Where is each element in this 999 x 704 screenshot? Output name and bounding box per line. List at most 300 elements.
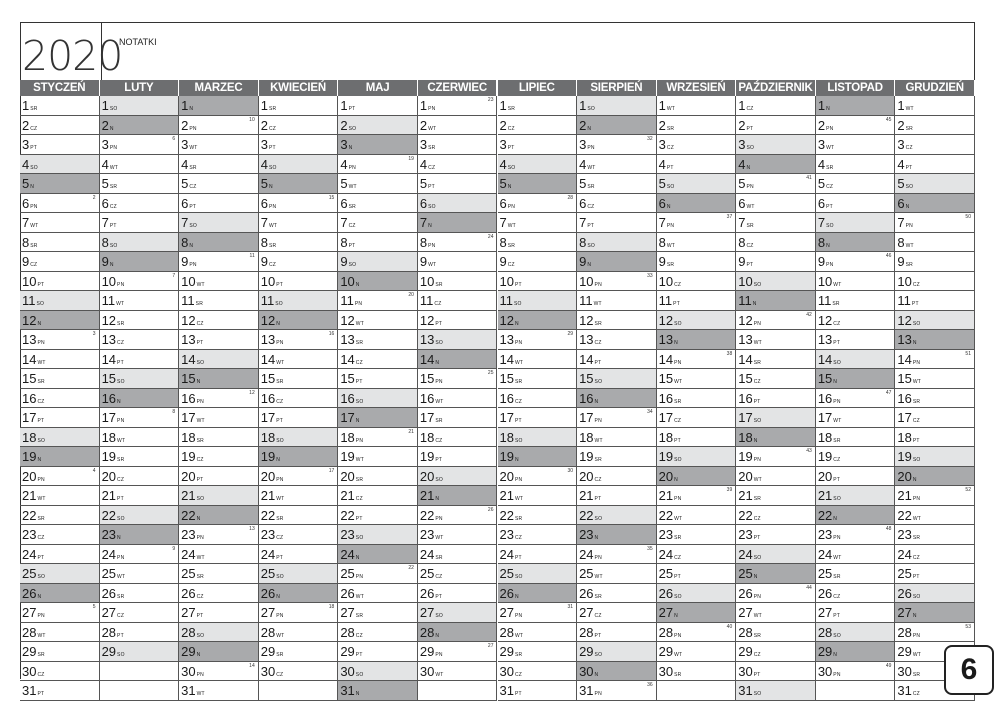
day-cell [657, 408, 737, 428]
day-cell [895, 155, 975, 175]
weekday-abbr: CZ [912, 418, 920, 424]
day-number: 22 [738, 507, 753, 523]
day-number: 7 [181, 215, 189, 230]
day-number: 4 [101, 156, 109, 172]
day-number: 14 [499, 351, 514, 367]
day-cell [657, 96, 737, 116]
weekday-abbr: N [189, 106, 194, 112]
day-cell [577, 623, 657, 643]
day-cell [20, 350, 100, 370]
day-cell [338, 116, 418, 136]
day-number: 1 [579, 98, 587, 113]
day-number: 4 [181, 156, 189, 172]
day-cell [816, 174, 896, 194]
day-number: 7 [499, 215, 507, 230]
month-column [338, 80, 418, 701]
day-cell [338, 350, 418, 370]
day-cell [338, 252, 418, 272]
weekday-abbr: N [826, 106, 830, 112]
weekday-abbr: SO [514, 574, 523, 580]
weekday-abbr: SO [753, 418, 762, 424]
day-number: 31 [181, 683, 196, 698]
day-number: 2 [260, 117, 268, 133]
day-cell [179, 584, 259, 604]
day-number: 23 [499, 527, 514, 542]
day-number: 13 [181, 332, 196, 347]
weekday-abbr: PT [30, 145, 38, 151]
weekday-abbr: PN [514, 476, 523, 483]
weekday-abbr: CZ [189, 184, 197, 190]
week-number: 40 [726, 623, 733, 630]
week-number: 35 [647, 545, 653, 552]
weekday-abbr: SO [674, 593, 682, 600]
notes-label: NOTATKI [119, 37, 157, 47]
day-number: 21 [419, 488, 435, 503]
weekday-abbr: SO [36, 301, 45, 307]
day-number: 18 [101, 429, 117, 445]
day-cell [816, 369, 896, 389]
day-number: 18 [340, 429, 355, 445]
weekday-abbr: CZ [666, 145, 674, 151]
weekday-abbr: PN [435, 515, 443, 522]
day-number: 19 [897, 449, 912, 464]
day-number: 15 [181, 371, 196, 386]
weekday-abbr: N [428, 223, 432, 229]
weekday-abbr: CZ [753, 379, 761, 385]
day-number: 10 [499, 273, 514, 289]
day-cell [577, 603, 657, 623]
day-number: 24 [897, 546, 912, 562]
weekday-abbr: PN [746, 184, 754, 190]
day-number: 6 [101, 195, 109, 211]
day-number: 7 [22, 215, 30, 230]
day-number: 10 [181, 273, 196, 289]
day-cell [179, 233, 259, 253]
day-number: 3 [658, 137, 666, 152]
day-number: 11 [22, 293, 36, 308]
day-number: 1 [22, 98, 30, 113]
day-cell [895, 603, 975, 623]
day-number: 25 [817, 566, 833, 581]
day-cell [179, 369, 259, 389]
weekday-abbr: N [189, 242, 194, 249]
day-number: 1 [101, 98, 109, 113]
day-number: 9 [817, 254, 826, 269]
day-cell [179, 681, 259, 701]
weekday-abbr: N [746, 164, 751, 171]
day-cell [657, 662, 737, 682]
day-number: 26 [499, 585, 514, 601]
weekday-abbr: SO [753, 554, 762, 561]
day-cell [418, 525, 498, 545]
week-number: 12 [249, 389, 255, 396]
month-column [577, 80, 657, 701]
day-cell [498, 642, 578, 662]
weekday-abbr: WT [428, 262, 437, 268]
day-number: 1 [499, 98, 507, 113]
weekday-abbr: SO [912, 593, 921, 600]
day-number: 5 [419, 176, 428, 191]
weekday-abbr: SO [435, 613, 443, 619]
weekday-abbr: N [109, 125, 114, 132]
day-number: 9 [101, 254, 109, 269]
day-number: 26 [897, 585, 912, 601]
month-column [895, 80, 975, 701]
day-cell [338, 623, 418, 643]
day-cell [418, 194, 498, 214]
day-cell [816, 467, 896, 487]
weekday-abbr: SR [37, 379, 45, 385]
weekday-abbr: WT [196, 281, 205, 288]
week-number: 53 [965, 623, 971, 630]
day-number: 30 [419, 663, 435, 679]
weekday-abbr: SR [674, 398, 682, 405]
day-number: 3 [897, 137, 905, 152]
day-number: 20 [101, 468, 117, 484]
day-number: 29 [738, 644, 753, 659]
day-cell [657, 486, 737, 506]
day-cell [338, 135, 418, 155]
weekday-abbr: PT [355, 652, 363, 658]
week-number: 49 [885, 662, 892, 669]
weekday-abbr: WT [514, 632, 524, 639]
day-number: 12 [499, 312, 514, 328]
weekday-abbr: N [276, 593, 281, 600]
day-cell [100, 408, 180, 428]
day-cell [657, 330, 737, 350]
day-number: 12 [579, 312, 594, 328]
day-number: 26 [260, 585, 276, 601]
day-cell [736, 291, 816, 311]
weekday-abbr: CZ [196, 457, 204, 463]
day-cell [100, 213, 180, 233]
weekday-abbr: SO [355, 398, 364, 405]
weekday-abbr: N [37, 320, 42, 327]
day-number: 14 [340, 351, 355, 367]
day-number: 18 [499, 429, 514, 445]
weekday-abbr: PN [196, 671, 204, 678]
day-number: 20 [499, 468, 514, 484]
month-header: WRZESIEŃ [657, 80, 737, 96]
day-number: 19 [658, 449, 674, 464]
day-number: 6 [181, 195, 189, 211]
day-number: 11 [340, 293, 354, 308]
day-cell [577, 662, 657, 682]
day-cell [657, 428, 737, 448]
day-cell [179, 603, 259, 623]
day-cell [577, 155, 657, 175]
weekday-abbr: CZ [514, 671, 523, 678]
weekday-abbr: PT [753, 671, 761, 678]
day-cell [338, 642, 418, 662]
day-cell [657, 135, 737, 155]
weekday-abbr: SR [514, 515, 523, 522]
weekday-abbr: WT [912, 652, 922, 658]
day-number: 28 [658, 624, 674, 640]
weekday-abbr: SR [746, 223, 754, 229]
day-number: 31 [897, 683, 912, 698]
weekday-abbr: SO [826, 223, 834, 229]
day-number: 20 [419, 468, 435, 484]
day-number: 10 [897, 273, 912, 289]
day-cell [20, 213, 100, 233]
day-number: 8 [658, 234, 666, 250]
day-number: 30 [260, 663, 276, 679]
day-cell [895, 252, 975, 272]
day-number: 7 [340, 215, 348, 230]
day-cell [259, 545, 339, 565]
weekday-abbr: PT [666, 164, 674, 171]
day-number: 27 [181, 605, 196, 620]
day-number: 3 [340, 137, 348, 152]
day-number: 29 [817, 644, 833, 659]
day-cell [259, 564, 339, 584]
day-cell [895, 116, 975, 136]
weekday-abbr: SO [833, 632, 841, 639]
day-cell [20, 233, 100, 253]
weekday-abbr: SR [912, 535, 921, 541]
day-number: 24 [340, 546, 355, 562]
weekday-abbr: CZ [594, 613, 602, 619]
day-cell [736, 603, 816, 623]
day-number: 26 [340, 585, 355, 601]
weekday-abbr: PN [826, 262, 834, 268]
day-number: 12 [340, 312, 355, 328]
weekday-abbr: SO [196, 496, 205, 502]
day-number: 21 [738, 488, 753, 503]
day-number: 17 [419, 410, 435, 425]
weekday-abbr: CZ [674, 418, 682, 424]
weekday-abbr: N [674, 613, 678, 619]
day-cell [657, 350, 737, 370]
day-number: 9 [658, 254, 666, 269]
day-number: 2 [340, 117, 348, 133]
weekday-abbr: PT [37, 691, 45, 697]
weekday-abbr: SR [507, 106, 516, 112]
month-column [179, 80, 259, 701]
weekday-abbr: PN [196, 535, 204, 541]
weekday-abbr: PT [268, 145, 276, 151]
day-cell [259, 428, 339, 448]
day-cell [418, 428, 498, 448]
day-number: 1 [897, 98, 905, 113]
weekday-abbr: SO [594, 515, 603, 522]
weekday-abbr: SO [905, 184, 914, 190]
week-number: 41 [806, 175, 812, 181]
day-cell [20, 467, 100, 487]
weekday-abbr: PT [746, 262, 754, 268]
weekday-abbr: WT [514, 359, 524, 366]
weekday-abbr: N [666, 203, 671, 210]
day-cell [100, 428, 180, 448]
month-header: CZERWIEC [418, 80, 498, 96]
weekday-abbr: CZ [117, 613, 125, 619]
weekday-abbr: CZ [37, 671, 45, 678]
day-cell [736, 311, 816, 331]
weekday-abbr: N [109, 262, 114, 268]
day-cell [816, 330, 896, 350]
day-number: 17 [101, 410, 117, 425]
day-number: 6 [897, 195, 905, 211]
weekday-abbr: WT [428, 125, 437, 132]
weekday-abbr: N [268, 184, 273, 190]
weekday-abbr: PN [276, 476, 284, 483]
day-cell [498, 408, 578, 428]
day-cell [179, 506, 259, 526]
day-number: 12 [22, 312, 37, 328]
day-cell [816, 155, 896, 175]
day-number: 16 [817, 390, 833, 406]
day-cell [259, 194, 339, 214]
week-number: 45 [885, 116, 892, 123]
weekday-abbr: PT [435, 320, 443, 327]
day-cell [736, 330, 816, 350]
day-cell [577, 428, 657, 448]
day-cell [100, 194, 180, 214]
day-cell [100, 369, 180, 389]
day-number: 20 [340, 468, 355, 484]
weekday-abbr: PN [37, 613, 45, 619]
weekday-abbr: WT [276, 632, 285, 639]
weekday-abbr: N [196, 379, 201, 385]
day-number: 14 [419, 351, 435, 367]
day-cell [338, 194, 418, 214]
weekday-abbr: WT [37, 359, 46, 366]
week-number: 6 [172, 136, 176, 142]
weekday-abbr: SO [674, 320, 682, 327]
day-cell [577, 213, 657, 233]
day-number: 19 [101, 449, 117, 464]
weekday-abbr: WT [196, 691, 205, 697]
day-number: 3 [817, 137, 826, 152]
day-number: 16 [897, 390, 912, 406]
weekday-abbr: CZ [196, 593, 204, 600]
day-number: 12 [658, 312, 674, 328]
day-number: 5 [181, 176, 189, 191]
day-cell [657, 291, 737, 311]
weekday-abbr: PN [355, 437, 364, 444]
month-column [816, 80, 896, 701]
day-number: 27 [101, 605, 117, 620]
day-cell [179, 350, 259, 370]
weekday-abbr: SO [355, 535, 364, 541]
weekday-abbr: N [514, 593, 519, 600]
day-number: 15 [340, 371, 355, 386]
weekday-abbr: N [912, 476, 917, 483]
day-number: 23 [260, 527, 276, 542]
day-number: 16 [499, 390, 514, 406]
day-number: 12 [817, 312, 833, 328]
day-number: 26 [181, 585, 196, 601]
day-cell [657, 564, 737, 584]
day-number: 6 [340, 195, 348, 211]
day-cell [259, 213, 339, 233]
day-cell [736, 545, 816, 565]
day-number: 20 [260, 468, 276, 484]
weekday-abbr: SR [355, 613, 364, 619]
weekday-abbr: WT [507, 223, 516, 229]
day-number: 8 [260, 234, 268, 250]
day-cell [736, 681, 816, 701]
day-cell [259, 233, 339, 253]
weekday-abbr: CZ [37, 398, 45, 405]
weekday-abbr: PT [355, 515, 363, 522]
weekday-abbr: CZ [355, 359, 363, 366]
day-cell [20, 447, 100, 467]
weekday-abbr: WT [666, 106, 676, 112]
day-cell [179, 564, 259, 584]
weekday-abbr: PN [37, 476, 45, 483]
weekday-abbr: CZ [912, 281, 920, 288]
month-column [657, 80, 737, 701]
day-number: 25 [260, 566, 276, 581]
weekday-abbr: CZ [268, 262, 277, 268]
weekday-abbr: CZ [594, 476, 602, 483]
day-number: 30 [817, 663, 833, 679]
weekday-abbr: SO [594, 652, 603, 658]
day-number: 7 [897, 215, 905, 230]
weekday-abbr: WT [905, 106, 914, 112]
weekday-abbr: WT [109, 164, 118, 171]
day-cell [259, 155, 339, 175]
day-cell [736, 272, 816, 292]
day-number: 11 [499, 293, 513, 308]
month-column [20, 80, 100, 701]
day-cell [20, 662, 100, 682]
weekday-abbr: PN [674, 496, 682, 502]
weekday-abbr: PN [109, 145, 118, 151]
weekday-abbr: PN [753, 457, 762, 463]
day-number: 13 [579, 332, 594, 347]
weekday-abbr: SO [276, 574, 284, 580]
day-cell [657, 584, 737, 604]
day-number: 2 [101, 117, 109, 133]
day-cell [338, 213, 418, 233]
day-cell [498, 389, 578, 409]
day-number: 3 [22, 137, 30, 152]
weekday-abbr: N [594, 671, 599, 678]
month-header: LIPIEC [498, 80, 578, 96]
weekday-abbr: CZ [912, 554, 920, 561]
weekday-abbr: SR [109, 184, 118, 190]
weekday-abbr: N [355, 418, 360, 424]
day-cell [179, 467, 259, 487]
day-cell [895, 389, 975, 409]
weekday-abbr: WT [833, 281, 842, 288]
day-cell [498, 135, 578, 155]
week-number: 22 [408, 565, 414, 571]
weekday-abbr: N [355, 691, 360, 697]
day-number: 9 [499, 254, 507, 269]
day-number: 27 [738, 605, 753, 620]
day-cell [657, 233, 737, 253]
weekday-abbr: SR [753, 632, 762, 639]
day-cell [20, 681, 100, 701]
weekday-abbr: CZ [514, 398, 523, 405]
day-cell [498, 272, 578, 292]
day-cell [338, 506, 418, 526]
weekday-abbr: WT [746, 203, 755, 210]
day-cell [338, 428, 418, 448]
day-number: 18 [897, 429, 912, 445]
week-number: 11 [249, 253, 255, 259]
day-cell [498, 486, 578, 506]
day-number: 24 [22, 546, 37, 562]
day-number: 18 [260, 429, 276, 445]
day-number: 23 [817, 527, 833, 542]
day-cell [338, 389, 418, 409]
week-number: 18 [328, 604, 335, 610]
